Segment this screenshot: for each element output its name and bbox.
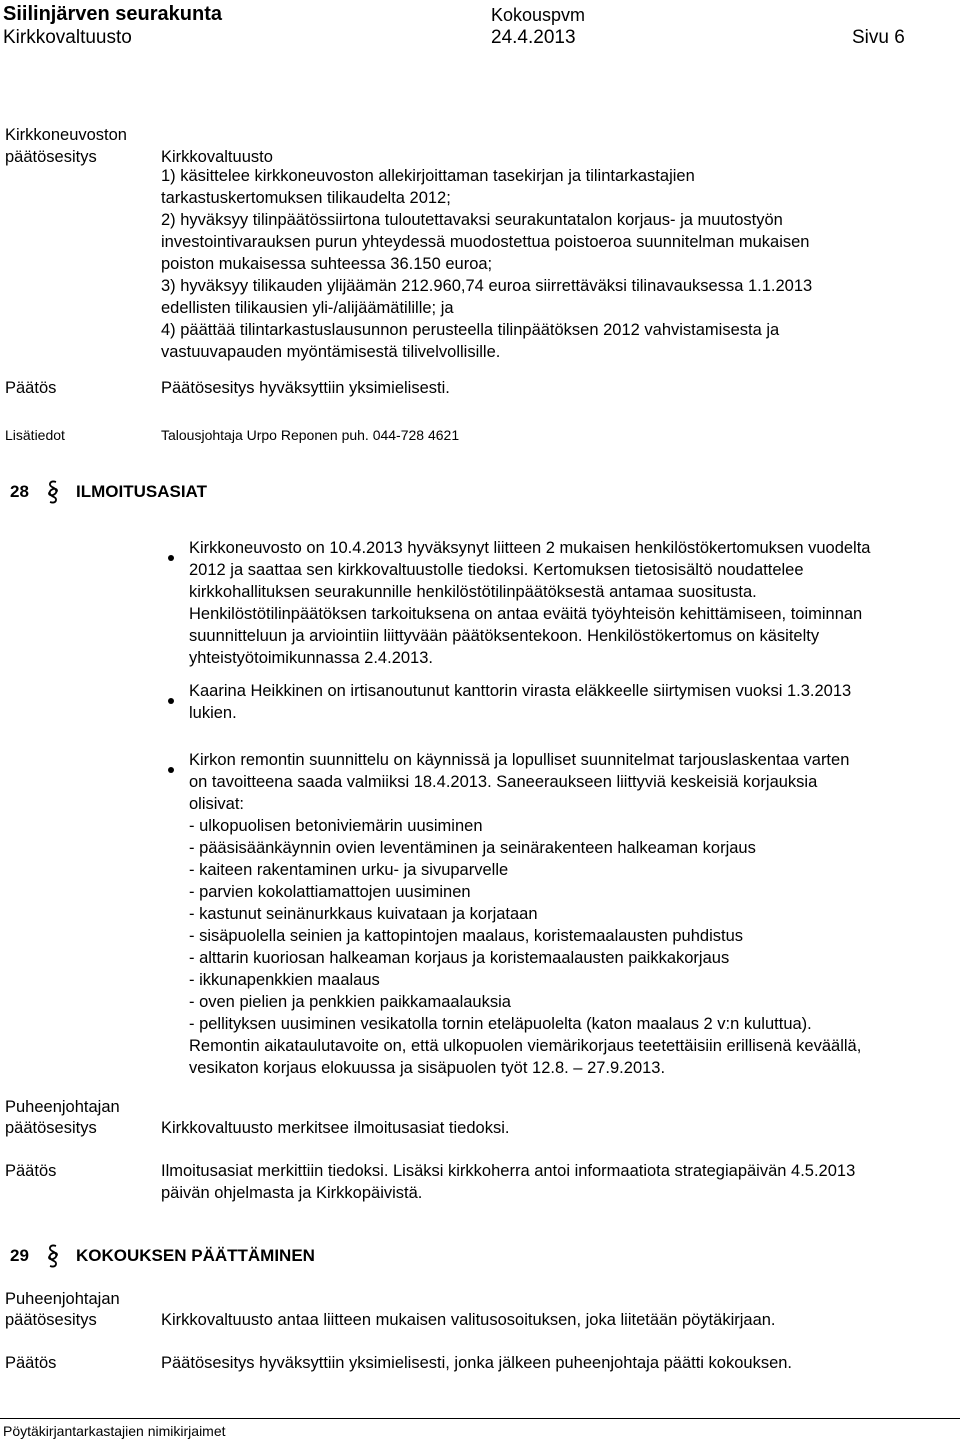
proposal-line: poiston mukaisessa suhteessa 36.150 euroa;: [161, 255, 493, 273]
notice-line: Henkilöstötilinpäätöksen tarkoituksena on antaa eväitä työyhteisön kehittämiseen, toiminnan: [189, 605, 863, 623]
section-sign-icon: [46, 479, 60, 511]
proposal-line: vastuuvapauden myöntämisestä tilivelvollisille.: [161, 343, 501, 361]
bullet-icon: [168, 757, 174, 779]
proposal-line: 4) päättää tilintarkastuslausunnon perusteella tilinpäätöksen 2012 vahvistamisesta ja: [161, 321, 780, 339]
notice-item: [161, 537, 956, 669]
footer-rule: [0, 1418, 960, 1419]
notice-text: [189, 749, 956, 1079]
info-text: Talousjohtaja Urpo Reponen puh. 044-728 4621: [161, 427, 460, 443]
page-number: Sivu 6: [852, 27, 905, 48]
decision-text: Päätösesitys hyväksyttiin yksimielisesti, jonka jälkeen puheenjohtaja päätti kokouksen.: [161, 1354, 793, 1372]
chair-label-line2: päätösesitys: [5, 1119, 97, 1137]
notice-line: - kastunut seinänurkkaus kuivataan ja korjataan: [189, 905, 538, 923]
notice-line: - sisäpuolella seinien ja kattopintojen maalaus, koristemaalausten puhdistus: [189, 927, 743, 945]
proposal-line: 3) hyväksyy tilikauden ylijäämän 212.960,74 euroa siirrettäväksi tilinavauksessa 1.1.2013: [161, 277, 813, 295]
decision-label: Päätös: [5, 1162, 57, 1180]
chair-label-line1: Puheenjohtajan: [5, 1290, 120, 1308]
bullet-icon: [168, 688, 174, 710]
section-sign-icon: [46, 1243, 60, 1275]
notice-line: vesikaton korjaus elokuussa ja sisäpuolen työt 12.8. – 27.9.2013.: [189, 1059, 666, 1077]
notice-item: [161, 749, 956, 1079]
notice-line: - kaiteen rakentaminen urku- ja sivuparvelle: [189, 861, 509, 879]
decision-label: Päätös: [5, 1354, 57, 1372]
section-title: ILMOITUSASIAT: [76, 482, 207, 501]
date-label: Kokouspvm: [491, 5, 586, 25]
footer-signatures: Pöytäkirjantarkastajien nimikirjaimet: [3, 1423, 226, 1439]
decision-label: Päätös: [5, 379, 57, 397]
section-number: 29: [10, 1246, 29, 1265]
body-name: Kirkkovaltuusto: [3, 27, 132, 48]
proposal-line: tarkastuskertomuksen tilikaudelta 2012;: [161, 189, 451, 207]
notice-line: Kaarina Heikkinen on irtisanoutunut kanttorin virasta eläkkeelle siirtymisen vuoksi 1.3.2013: [189, 682, 852, 700]
proposal-line: 1) käsittelee kirkkoneuvoston allekirjoittaman tasekirjan ja tilintarkastajien: [161, 167, 695, 185]
chair-label-line2: päätösesitys: [5, 1311, 97, 1329]
chair-label-line1: Puheenjohtajan: [5, 1098, 120, 1116]
decision-line: päivän ohjelmasta ja Kirkkopäivistä.: [161, 1184, 423, 1202]
notice-line: on tavoitteena saada valmiiksi 18.4.2013. Saneeraukseen liittyviä keskeisiä korjauksia: [189, 773, 818, 791]
notice-line: Remontin aikataulutavoite on, että ulkopuolen viemärikorjaus teetettäisiin erillisenä keväällä,: [189, 1037, 862, 1055]
section-number: 28: [10, 482, 29, 501]
chair-proposal: Kirkkovaltuusto merkitsee ilmoitusasiat tiedoksi.: [161, 1119, 510, 1137]
proposal-heading: Kirkkovaltuusto: [161, 148, 273, 166]
notice-line: yhteistyötoimikunnassa 2.4.2013.: [189, 649, 433, 667]
notice-line: - parvien kokolattiamattojen uusiminen: [189, 883, 471, 901]
bullet-icon: [168, 545, 174, 567]
meeting-date: 24.4.2013: [491, 27, 576, 48]
proposal-text: [161, 165, 956, 363]
notice-line: kirkkohallituksen seurakunnille henkilöstötilinpäätöksestä antamaa suositusta.: [189, 583, 757, 601]
proposal-label-line2: päätösesitys: [5, 148, 97, 166]
notice-line: 2012 ja saattaa sen kirkkovaltuustolle tiedoksi. Kertomuksen tietosisältö noudattelee: [189, 561, 804, 579]
proposal-line: investointivarauksen purun yhteydessä muodostettua poistoeroa suunnitelman mukaisen: [161, 233, 810, 251]
info-label: Lisätiedot: [5, 427, 65, 443]
decision-text: Päätösesitys hyväksyttiin yksimielisesti.: [161, 379, 450, 397]
notice-line: - ulkopuolisen betoniviemärin uusiminen: [189, 817, 483, 835]
notice-line: lukien.: [189, 704, 237, 722]
decision-text: [161, 1160, 956, 1204]
notice-line: suunnitteluun ja arviointiin liittyvään päätöksentekoon. Henkilöstökertomus on käsitelty: [189, 627, 820, 645]
notice-item: [161, 680, 956, 724]
section-title: KOKOUKSEN PÄÄTTÄMINEN: [76, 1246, 315, 1265]
chair-proposal: Kirkkovaltuusto antaa liitteen mukaisen valitusosoituksen, joka liitetään pöytäkirjaan.: [161, 1311, 776, 1329]
notice-text: [189, 680, 956, 724]
notice-line: - oven pielien ja penkkien paikkamaalauksia: [189, 993, 511, 1011]
notice-line: - pääsisäänkäynnin ovien leventäminen ja seinärakenteen halkeaman korjaus: [189, 839, 756, 857]
org-name: Siilinjärven seurakunta: [3, 3, 222, 25]
notice-line: - alttarin kuoriosan halkeaman korjaus ja koristemaalausten paikkakorjaus: [189, 949, 730, 967]
proposal-label-line1: Kirkkoneuvoston: [5, 126, 127, 144]
notice-line: olisivat:: [189, 795, 245, 813]
proposal-line: 2) hyväksyy tilinpäätössiirtona tuloutettavaksi seurakuntatalon korjaus- ja muutostyön: [161, 211, 783, 229]
decision-line: Ilmoitusasiat merkittiin tiedoksi. Lisäksi kirkkoherra antoi informaatiota strategiapäivän 4.5.2013: [161, 1162, 856, 1180]
proposal-line: edellisten tilikausien yli-/alijäämätilille; ja: [161, 299, 454, 317]
notice-text: [189, 537, 956, 669]
notice-line: - ikkunapenkkien maalaus: [189, 971, 380, 989]
notice-line: Kirkkoneuvosto on 10.4.2013 hyväksynyt liitteen 2 mukaisen henkilöstökertomuksen vuodelta: [189, 539, 871, 557]
notice-line: - pellityksen uusiminen vesikatolla tornin eteläpuolelta (katon maalaus 2 v:n kuluttua).: [189, 1015, 812, 1033]
notice-line: Kirkon remontin suunnittelu on käynnissä ja lopulliset suunnitelmat tarjouslaskentaa varten: [189, 751, 850, 769]
